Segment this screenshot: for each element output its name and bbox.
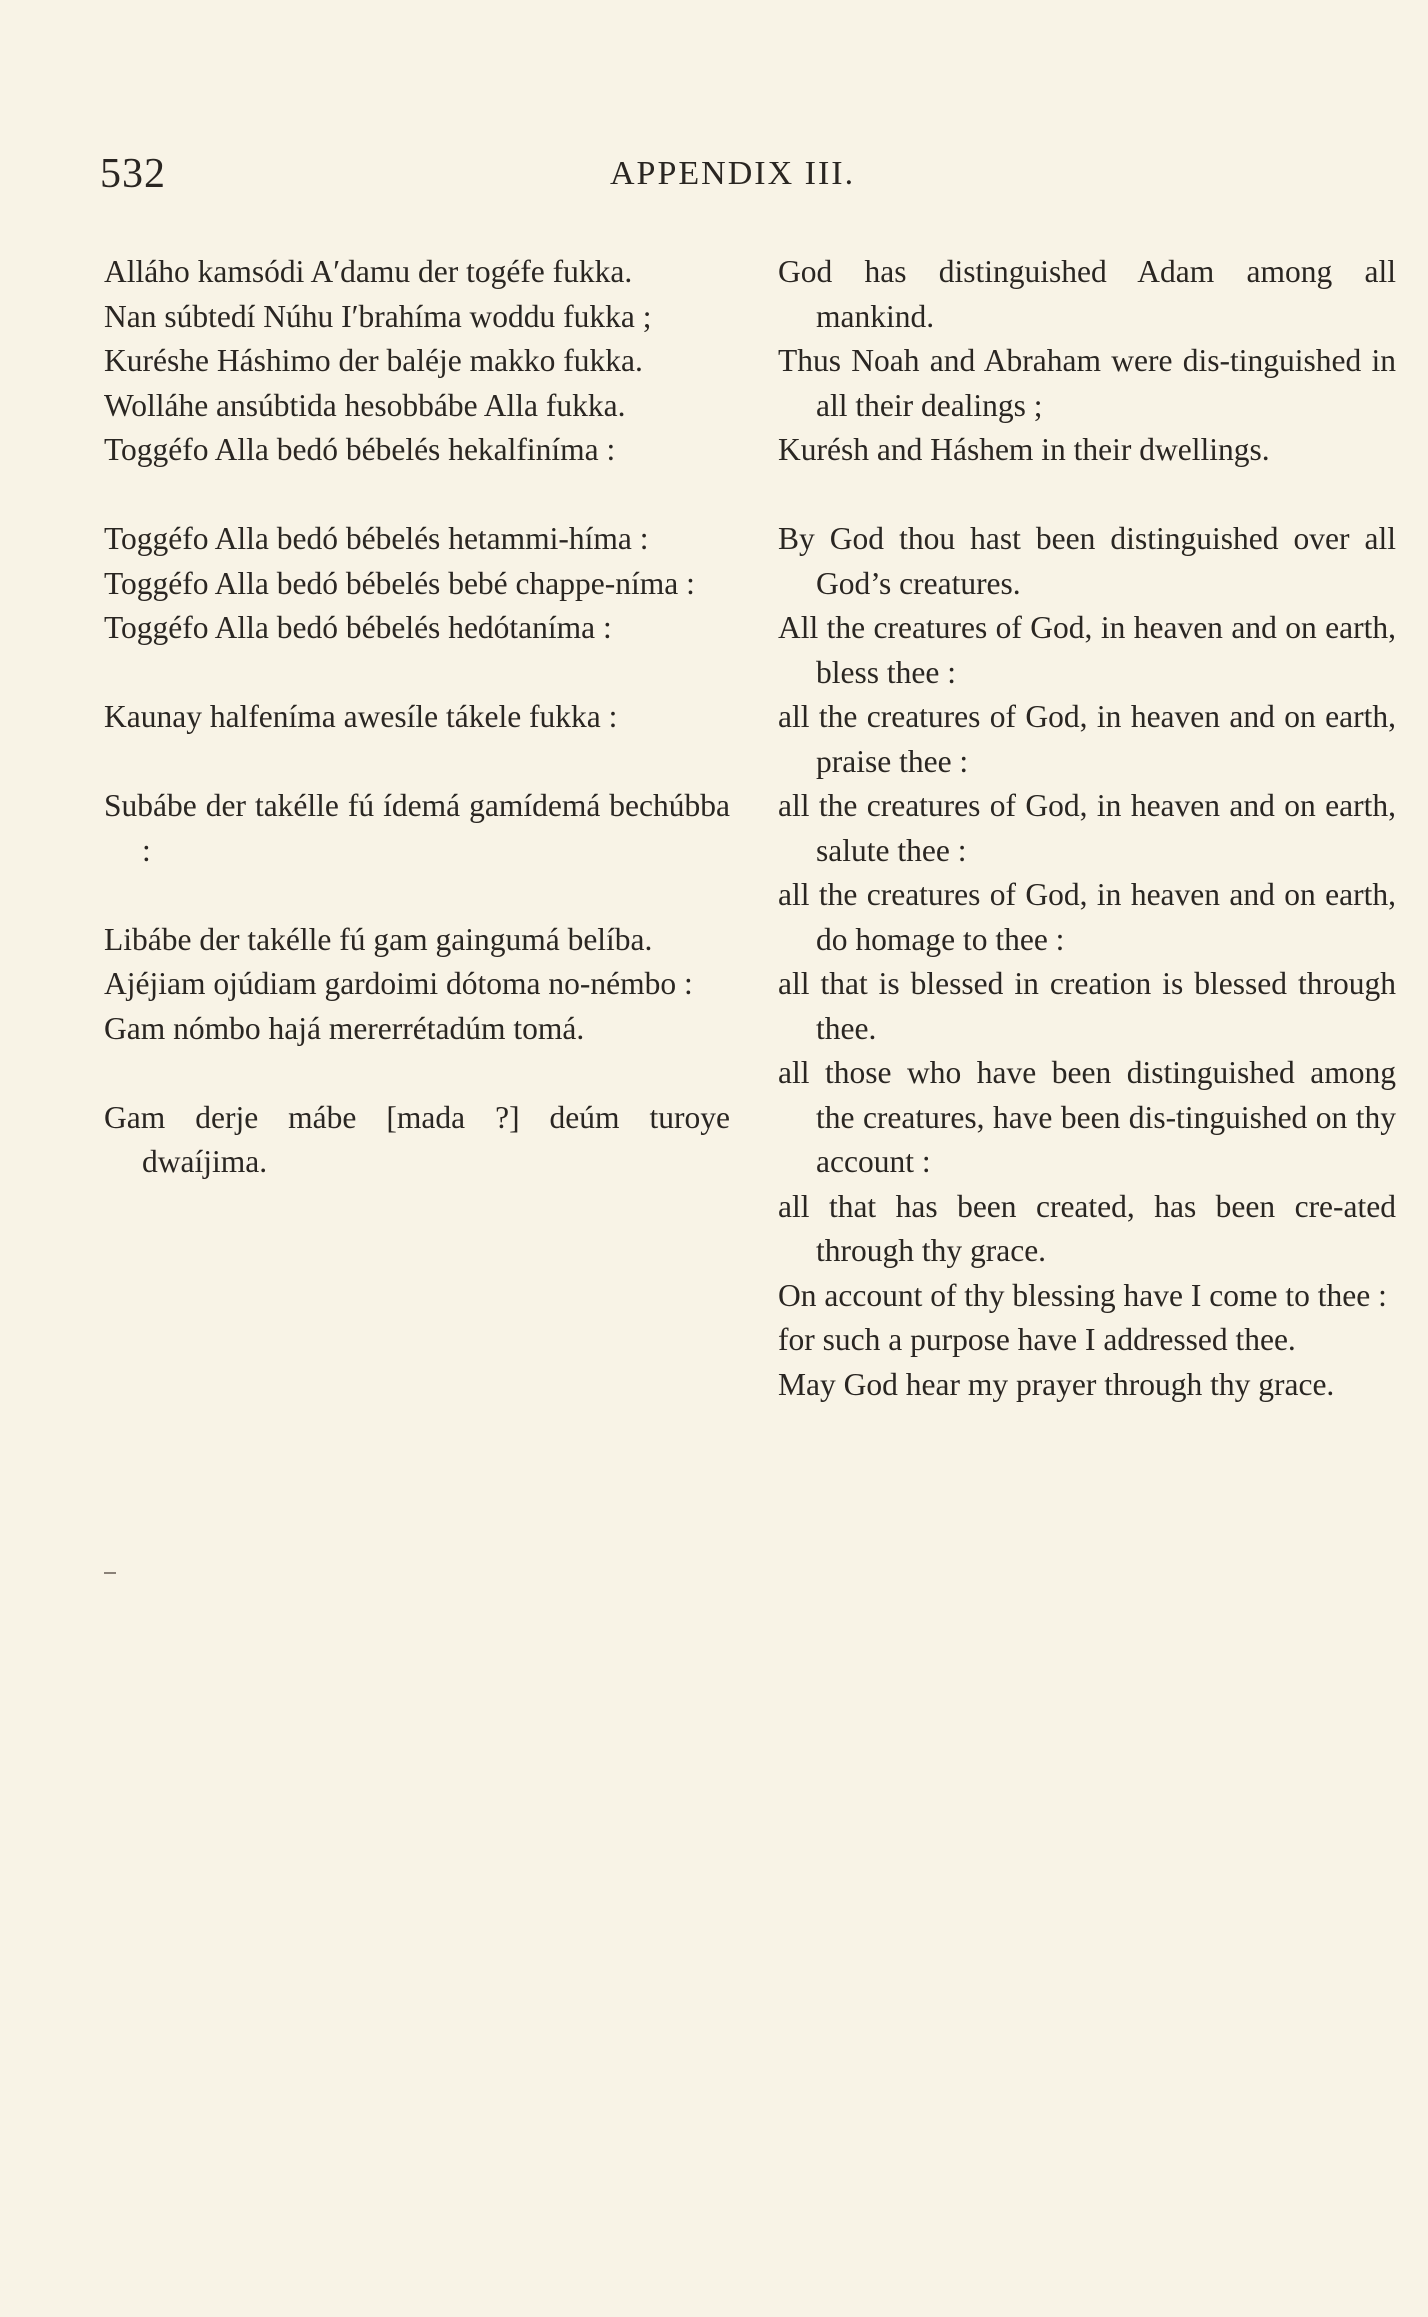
verse-line: Gam nómbo hajá mererrétadúm tomá.: [104, 1010, 585, 1046]
verse-column-original: [104, 250, 730, 1185]
verse-line: Wolláhe ansúbtida hesobbábe Alla fukka.: [104, 387, 626, 423]
verse-line: Ajéjiam ojúdiam gardoimi dótoma no-némbo :: [104, 966, 693, 1001]
verse-line: Toggéfo Alla bedó bébelés hedótaníma :: [104, 610, 612, 645]
stray-mark: [104, 1572, 116, 1574]
verse-line: Subábe der takélle fú ídemá gamídemá bechúbba :: [104, 788, 730, 868]
page-number: 532: [100, 151, 166, 197]
translation-line: all that has been created, has been cre-ated through thy grace.: [778, 1188, 1396, 1268]
translation-line: All the creatures of God, in heaven and on earth, bless thee :: [778, 610, 1396, 690]
translation-line: On account of thy blessing have I come to thee :: [778, 1277, 1387, 1313]
translation-line: By God thou hast been distinguished over all God’s creatures.: [778, 521, 1396, 601]
verse-line: Toggéfo Alla bedó bébelés bebé chappe-níma :: [104, 565, 695, 601]
translation-line: Thus Noah and Abraham were dis-tinguished in all their dealings ;: [778, 343, 1396, 423]
translation-line: May God hear my prayer through thy grace.: [778, 1366, 1335, 1402]
running-title: APPENDIX III.: [610, 155, 856, 192]
translation-line: all the creatures of God, in heaven and on earth, do homage to thee :: [778, 877, 1396, 957]
translation-line: all the creatures of God, in heaven and on earth, salute thee :: [778, 788, 1396, 868]
translation-line: all the creatures of God, in heaven and on earth, praise thee :: [778, 699, 1396, 779]
translation-line: for such a purpose have I addressed thee.: [778, 1322, 1296, 1357]
verse-line: Toggéfo Alla bedó bébelés hetammi-híma :: [104, 521, 649, 556]
verse-line: Toggéfo Alla bedó bébelés hekalfiníma :: [104, 432, 616, 467]
verse-line: Libábe der takélle fú gam gaingumá belíba.: [104, 921, 653, 957]
verse-line: Nan súbtedí Núhu I′brahíma woddu fukka ;: [104, 298, 652, 334]
verse-line: Alláho kamsódi A′damu der togéfe fukka.: [104, 254, 633, 289]
translation-line: Kurésh and Háshem in their dwellings.: [778, 432, 1270, 467]
verse-column-translation: [778, 250, 1396, 1407]
verse-line: Kuréshe Háshimo der baléje makko fukka.: [104, 343, 643, 378]
verse-line: Kaunay halfeníma awesíle tákele fukka :: [104, 699, 618, 734]
translation-line: God has distinguished Adam among all mankind.: [778, 254, 1396, 334]
verse-line: Gam derje mábe [mada ?] deúm turoye dwaíjima.: [104, 1099, 730, 1179]
translation-line: all those who have been distinguished among the creatures, have been dis-tinguished on thy account :: [778, 1055, 1396, 1179]
translation-line: all that is blessed in creation is blessed through thee.: [778, 966, 1396, 1046]
